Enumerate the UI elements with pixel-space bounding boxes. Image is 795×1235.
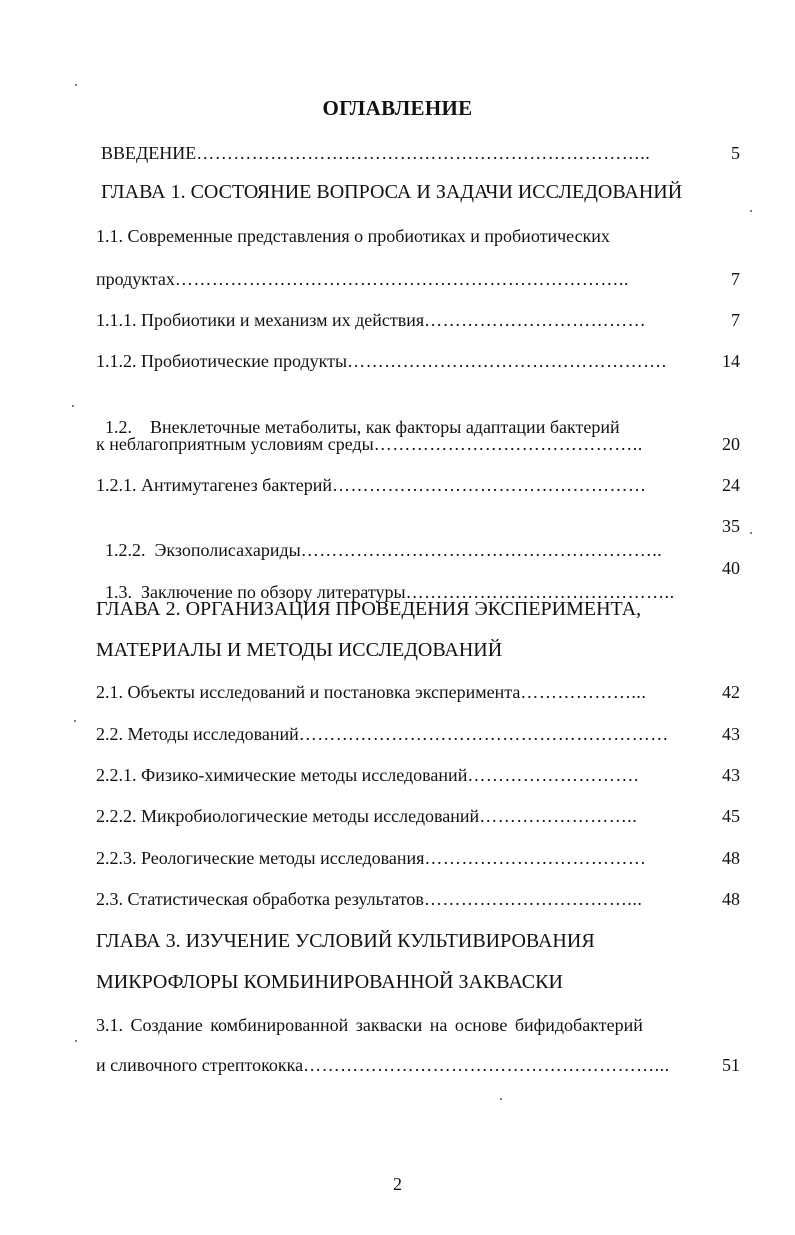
toc-page-number: 7 xyxy=(731,310,740,330)
toc-entry-text: 2.2.3. Реологические методы исследования xyxy=(96,848,425,868)
toc-entry-1-2-cont xyxy=(96,432,676,456)
toc-chapter-2-cont xyxy=(96,638,736,662)
toc-entry-text: продуктах xyxy=(96,269,175,289)
toc-entry-text: 2.2. Методы исследований xyxy=(96,724,299,744)
toc-entry-1-1-2 xyxy=(96,349,676,373)
toc-entry-text: 2.2.1. Физико-химические методы исследований xyxy=(96,765,468,785)
toc-page-number: 5 xyxy=(731,143,740,163)
toc-page-number: 20 xyxy=(722,434,740,454)
toc-entry-2-3 xyxy=(96,887,682,911)
toc-entry-text: ГЛАВА 1. СОСТОЯНИЕ ВОПРОСА И ЗАДАЧИ ИССЛЕДОВАНИЙ xyxy=(101,181,683,203)
footer-page-number: 2 xyxy=(393,1174,402,1194)
scan-speck xyxy=(75,84,77,86)
toc-leader-dots: ……………………………… xyxy=(424,848,647,868)
toc-page-number: 42 xyxy=(722,682,740,702)
toc-entry-3-1-cont xyxy=(96,1053,682,1077)
toc-entry-text: 1.1.2. Пробиотические продукты xyxy=(96,351,348,371)
toc-leader-dots: ……………………………………………. xyxy=(347,351,667,371)
toc-leader-dots: …………………………………………………… xyxy=(298,724,669,744)
toc-chapter-1 xyxy=(101,180,741,204)
toc-entry-2-2-2 xyxy=(96,804,682,828)
toc-entry-text: МИКРОФЛОРЫ КОМБИНИРОВАННОЙ ЗАКВАСКИ xyxy=(96,971,563,993)
toc-leader-dots: ……………………………………………………………….. xyxy=(174,269,629,289)
toc-leader-dots: ……………………………... xyxy=(423,889,643,909)
toc-entry-2-1 xyxy=(96,680,682,704)
toc-page-number: 45 xyxy=(722,806,740,826)
toc-leader-dots: ………………... xyxy=(520,682,647,702)
toc-page-number: 43 xyxy=(722,724,740,744)
scan-speck xyxy=(750,532,752,534)
toc-entry-1-2-1 xyxy=(96,473,676,497)
toc-entry-text: 2.1. Объекты исследований и постановка эксперимента xyxy=(96,682,521,702)
toc-leader-dots: ………………………………………………….. xyxy=(300,540,663,560)
toc-leader-dots: …………………………………………… xyxy=(331,475,647,495)
toc-leader-dots: ………………………. xyxy=(467,765,639,785)
toc-page-number: 48 xyxy=(722,848,740,868)
toc-leader-dots: …………………………………….. xyxy=(405,582,675,602)
toc-entry-2-2 xyxy=(96,722,682,746)
toc-entry-2-2-1 xyxy=(96,763,682,787)
toc-entry-text: 1.2. Внеклеточные метаболиты, как факторы адаптации бактерий xyxy=(105,417,620,437)
toc-entry-1-2-2 xyxy=(96,514,676,562)
scan-speck xyxy=(750,210,752,212)
scan-speck xyxy=(74,720,76,722)
toc-entry-2-2-3 xyxy=(96,846,682,870)
toc-entry-text: 1.1. Современные представления о пробиотиках и пробиотических xyxy=(96,226,610,246)
toc-chapter-2 xyxy=(96,597,736,621)
toc-entry-1-1 xyxy=(96,224,736,248)
toc-leader-dots: …………………….. xyxy=(479,806,638,826)
scan-speck xyxy=(72,405,74,407)
toc-page-number: 43 xyxy=(722,765,740,785)
toc-leader-dots: …………………………………….. xyxy=(373,434,643,454)
toc-entry-text: и сливочного стрептококка xyxy=(96,1055,304,1075)
toc-entry-text: МАТЕРИАЛЫ И МЕТОДЫ ИССЛЕДОВАНИЙ xyxy=(96,639,503,661)
toc-entry-text: ВВЕДЕНИЕ xyxy=(101,143,197,163)
toc-entry-1-1-1 xyxy=(96,308,676,332)
toc-entry-1-1-cont xyxy=(96,267,676,291)
toc-page-number: 14 xyxy=(722,351,740,371)
toc-entry-text: 2.3. Статистическая обработка результатов xyxy=(96,889,424,909)
toc-entry-text: 1.2.2. Экзополисахариды xyxy=(105,540,301,560)
toc-entry-introduction xyxy=(101,141,676,165)
toc-entry-text: 2.2.2. Микробиологические методы исследований xyxy=(96,806,480,826)
toc-chapter-3-cont xyxy=(96,970,736,994)
toc-page-number: 40 xyxy=(722,558,740,578)
toc-chapter-3 xyxy=(96,929,736,953)
toc-leader-dots: ……………………………… xyxy=(424,310,647,330)
toc-page-number: 7 xyxy=(731,269,740,289)
page-title: ОГЛАВЛЕНИЕ xyxy=(322,96,473,120)
toc-entry-text: к неблагоприятным условиям среды xyxy=(96,434,374,454)
toc-leader-dots: …………………………………………………... xyxy=(303,1055,670,1075)
toc-entry-text: 1.1.1. Пробиотики и механизм их действия xyxy=(96,310,425,330)
scan-speck xyxy=(75,1040,77,1042)
toc-entry-text: ГЛАВА 2. ОРГАНИЗАЦИЯ ПРОВЕДЕНИЯ ЭКСПЕРИМЕНТА, xyxy=(96,598,642,620)
toc-entry-text: 1.2.1. Антимутагенез бактерий xyxy=(96,475,332,495)
toc-leader-dots: ……………………………………………………………….. xyxy=(196,143,651,163)
toc-entry-text: ГЛАВА 3. ИЗУЧЕНИЕ УСЛОВИЙ КУЛЬТИВИРОВАНИЯ xyxy=(96,930,595,952)
toc-page-number: 35 xyxy=(722,516,740,536)
scan-speck xyxy=(500,1098,502,1100)
toc-entry-text: 3.1. Создание комбинированной закваски на основе бифидобактерий xyxy=(96,1015,643,1035)
toc-page-number: 51 xyxy=(722,1055,740,1075)
toc-page-number: 48 xyxy=(722,889,740,909)
toc-entry-text: 1.3. Заключение по обзору литературы xyxy=(105,582,406,602)
toc-entry-3-1 xyxy=(96,1013,736,1037)
toc-page-number: 24 xyxy=(722,475,740,495)
